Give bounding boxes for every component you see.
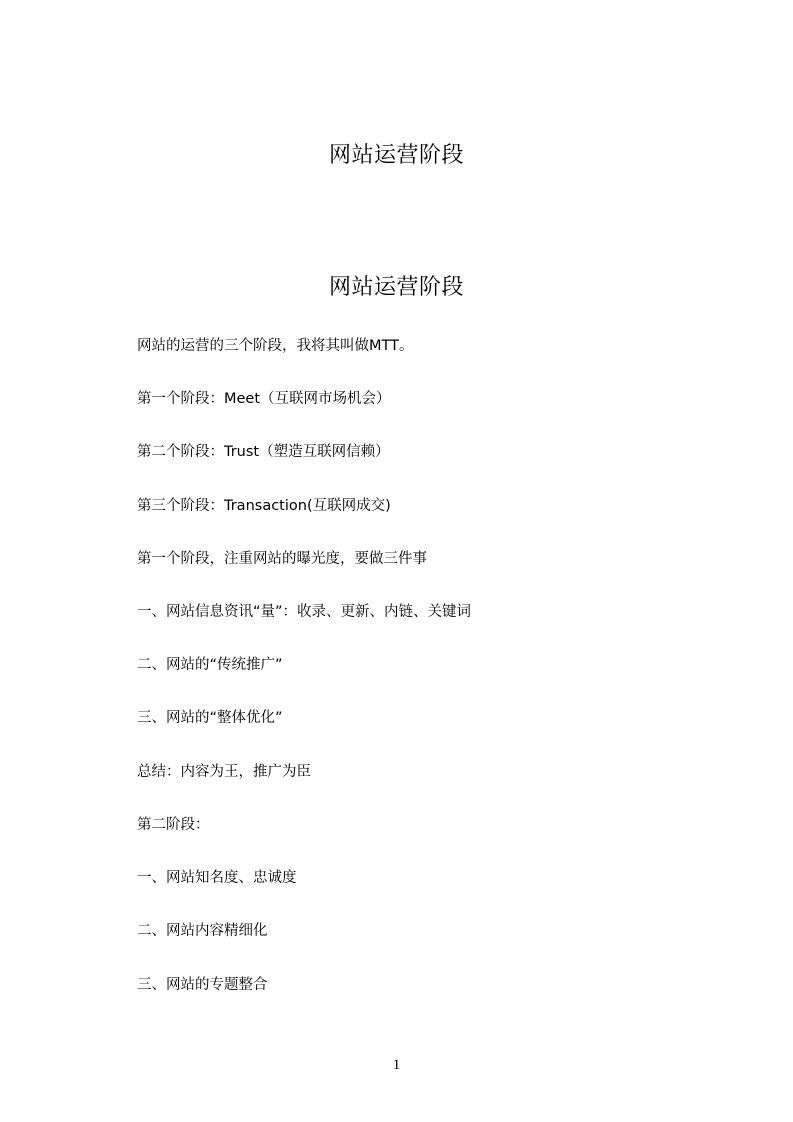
paragraph-stage-one-focus: 第一个阶段，注重网站的曝光度，要做三件事 bbox=[137, 551, 427, 567]
document-title: 网站运营阶段 bbox=[328, 275, 464, 300]
header-title: 网站运营阶段 bbox=[328, 143, 464, 168]
paragraph-summary: 总结：内容为王，推广为臣 bbox=[137, 764, 311, 780]
paragraph-stage-two-heading: 第二阶段： bbox=[137, 817, 210, 833]
list-item: 二、网站的“传统推广” bbox=[137, 657, 283, 673]
paragraph-stage-three: 第三个阶段：Transaction(互联网成交) bbox=[137, 498, 391, 514]
list-item: 一、网站信息资讯“量”：收录、更新、内链、关键词 bbox=[137, 604, 472, 620]
paragraph-intro: 网站的运营的三个阶段，我将其叫做MTT。 bbox=[137, 338, 414, 354]
paragraph-stage-one: 第一个阶段：Meet（互联网市场机会） bbox=[137, 391, 391, 407]
list-item: 三、网站的专题整合 bbox=[137, 977, 268, 993]
list-item: 一、网站知名度、忠诚度 bbox=[137, 870, 297, 886]
list-item: 三、网站的“整体优化” bbox=[137, 710, 283, 726]
page-number: 1 bbox=[392, 1057, 401, 1073]
paragraph-stage-two: 第二个阶段：Trust（塑造互联网信赖） bbox=[137, 444, 390, 460]
list-item: 二、网站内容精细化 bbox=[137, 923, 268, 939]
